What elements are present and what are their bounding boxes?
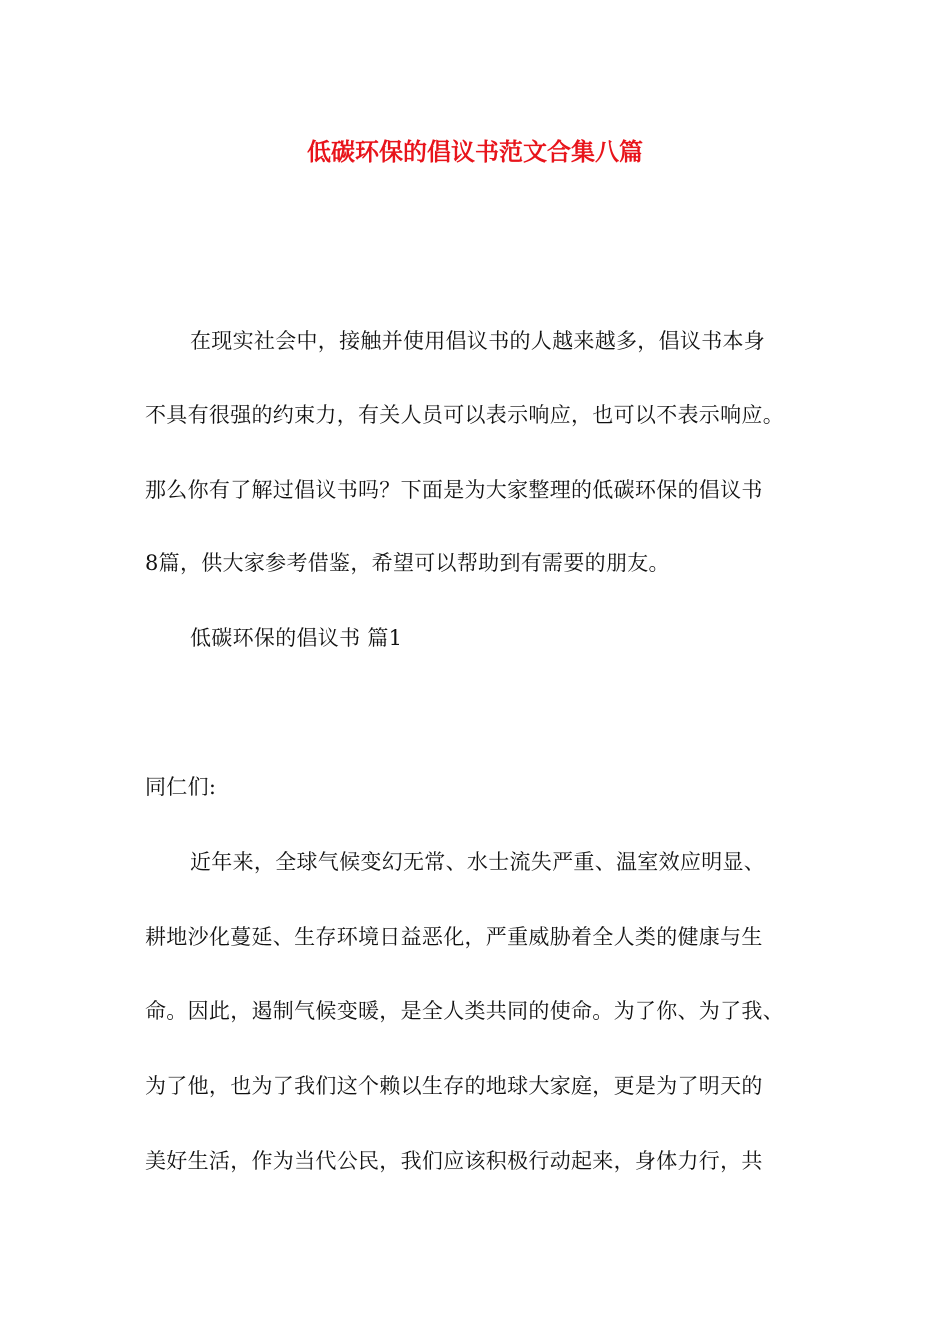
paragraph-line: 近年来，全球气候变幻无常、水士流失严重、温室效应明显、 <box>190 850 766 874</box>
section-heading: 低碳环保的倡议书 篇1 <box>190 626 403 650</box>
salutation: 同仁们: <box>145 775 217 799</box>
paragraph-line: 8篇，供大家参考借鉴，希望可以帮助到有需要的朋友。 <box>145 551 670 575</box>
paragraph-line: 耕地沙化蔓延、生存环境日益恶化，严重威胁着全人类的健康与生 <box>145 925 763 949</box>
paragraph-line: 那么你有了解过倡议书吗？下面是为大家整理的低碳环保的倡议书 <box>145 478 763 502</box>
paragraph-line: 在现实社会中，接触并使用倡议书的人越来越多，倡议书本身 <box>190 329 766 353</box>
document-title: 低碳环保的倡议书范文合集八篇 <box>307 137 643 166</box>
paragraph-line: 命。因此，遏制气候变暖，是全人类共同的使命。为了你、为了我、 <box>145 999 784 1023</box>
paragraph-line: 为了他，也为了我们这个赖以生存的地球大家庭，更是为了明天的 <box>145 1074 763 1098</box>
paragraph-line: 美好生活，作为当代公民，我们应该积极行动起来，身体力行，共 <box>145 1149 763 1173</box>
paragraph-line: 不具有很强的约束力，有关人员可以表示响应，也可以不表示响应。 <box>145 403 784 427</box>
